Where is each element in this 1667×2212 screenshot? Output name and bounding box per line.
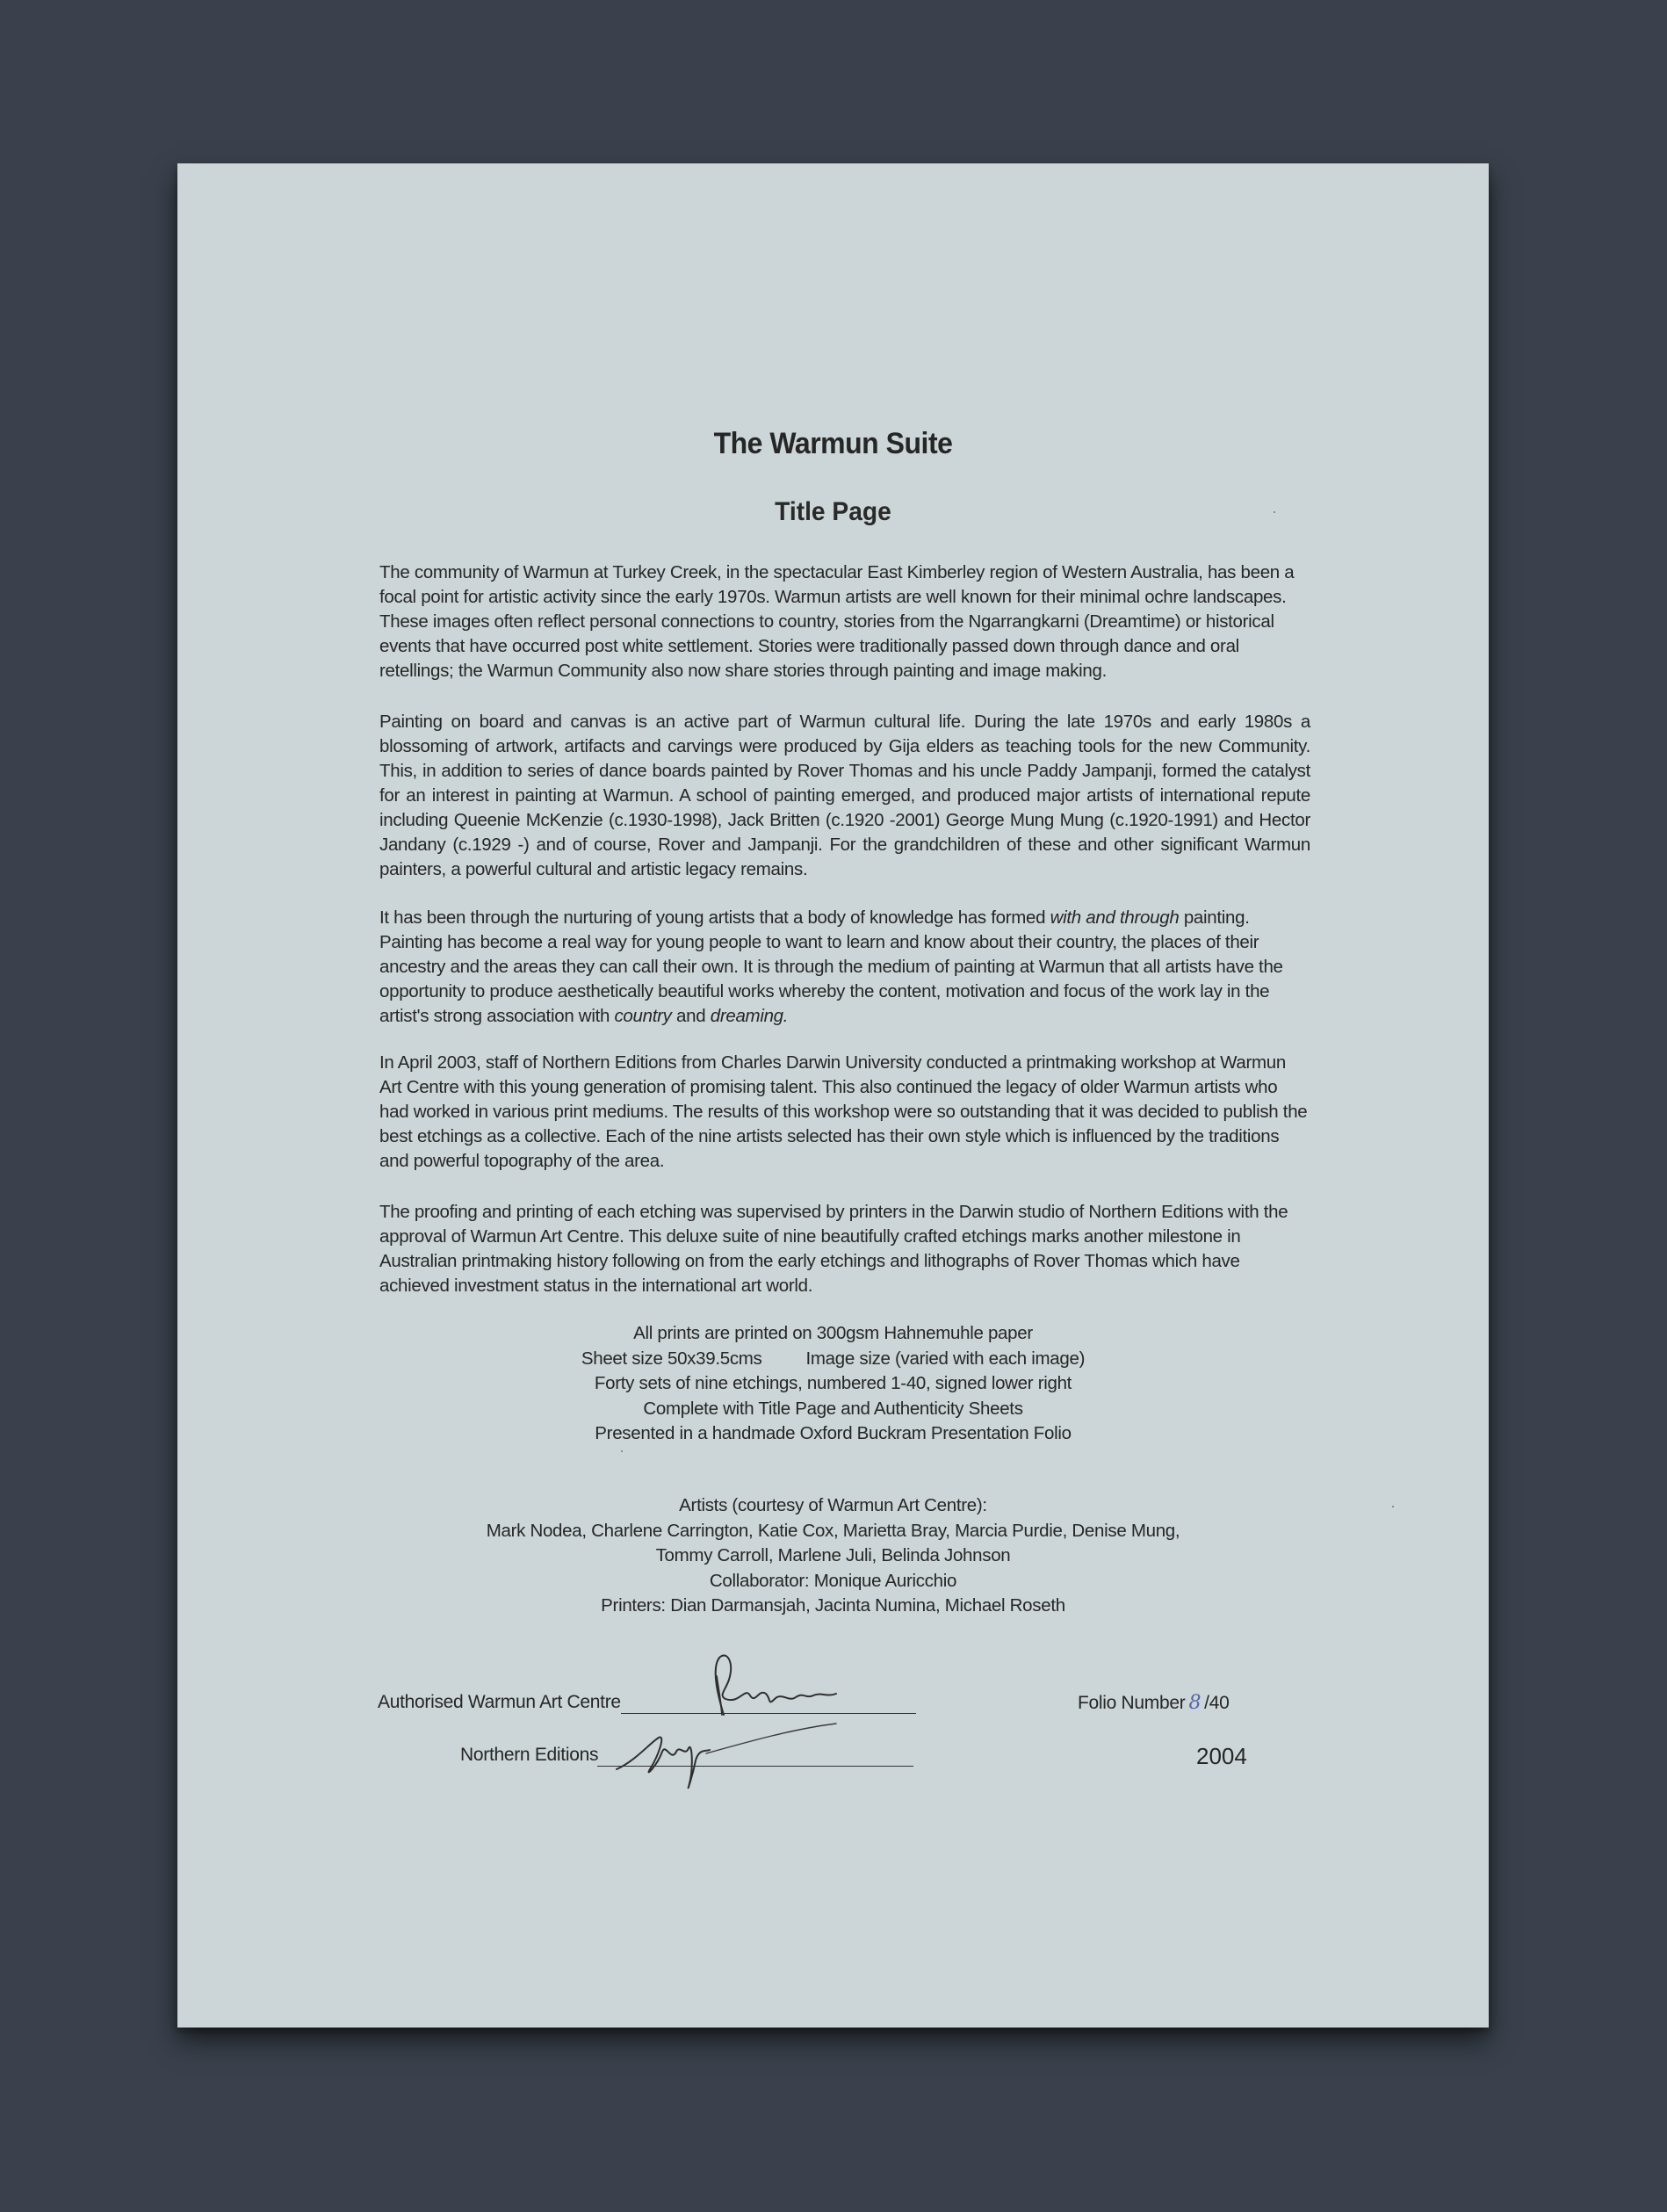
folio-number-handwritten: 8 [1188,1692,1202,1714]
emphasis-text: country [614,1006,672,1026]
northern-signature-line [597,1766,913,1767]
edition-year: 2004 [1196,1743,1247,1769]
printers-credit: Printers: Dian Darmansjah, Jacinta Numina, Michael Roseth [601,1595,1065,1616]
print-specifications [177,1321,1489,1447]
document-title: The Warmun Suite [713,427,953,460]
emphasis-text: with and through [1050,907,1180,928]
title-page-sheet [177,163,1489,2028]
paragraph-community: The community of Warmun at Turkey Creek, in the spectacular East Kimberley region of Western Australia, has been a focal point for artistic activity since the early 1970s. Warmun artists are well known for their minimal ochre landscapes. These images often reflect personal connections to country, stories from the Ngarrangkarni (Dreamtime) or historical events that have occurred post white settlement. Stories were traditionally passed down through dance and oral retellings; the Warmun Community also now share stories through painting and image making. [379,562,1295,681]
northern-editions-signature [610,1717,873,1792]
folio-number-field [1078,1692,1229,1714]
spec-folio: Presented in a handmade Oxford Buckram Presentation Folio [595,1423,1072,1443]
collaborator-credit: Collaborator: Monique Auricchio [709,1570,957,1591]
warmun-signature-label: Authorised Warmun Art Centre [378,1692,621,1712]
paragraph-text: and [671,1006,711,1026]
artists-heading: Artists (courtesy of Warmun Art Centre): [679,1495,987,1515]
spec-sets: Forty sets of nine etchings, numbered 1-40, signed lower right [594,1373,1072,1393]
warmun-signature-line [621,1713,916,1714]
emphasis-text: dreaming. [710,1006,789,1026]
spec-image-size: Image size (varied with each image) [805,1348,1086,1369]
northern-signature-label: Northern Editions [460,1745,599,1765]
spec-complete: Complete with Title Page and Authenticity Sheets [643,1398,1023,1419]
paragraph-workshop: In April 2003, staff of Northern Editions from Charles Darwin University conducted a printmaking workshop at Warmun Art Centre with this young generation of promising talent. This also continued the legacy of older Warmun artists who had worked in various print mediums. The results of this workshop were so outstanding that it was decided to publish the best etchings as a collective. Each of the nine artists selected has their own style which is influenced by the traditions and powerful topography of the area. [379,1052,1308,1171]
paragraph-young-artists [379,906,1310,1029]
paragraph-printing: The proofing and printing of each etching was supervised by printers in the Darwin studio of Northern Editions with the approval of Warmun Art Centre. This deluxe suite of nine beautifully crafted etchings marks another milestone in Australian printmaking history following on from the early etchings and lithographs of Rover Thomas which have achieved investment status in the international art world. [379,1202,1288,1296]
folio-total: /40 [1204,1693,1230,1713]
folio-number-label: Folio Number [1078,1693,1186,1713]
paragraph-text: painting. Painting has become a real way for young people to want to learn and know about their country, the places of their ancestry and the areas they can call their own. It is through the medium of painting at Warmun that all artists have the opportunity to produce aesthetically beautiful works whereby the content, motivation and focus of the work lay in the artist's strong association with [379,907,1283,1026]
spec-sheet-size: Sheet size 50x39.5cms [581,1348,762,1369]
artists-list-line-2: Tommy Carroll, Marlene Juli, Belinda Johnson [655,1545,1011,1565]
warmun-signature [704,1650,862,1722]
paragraph-painting-history: Painting on board and canvas is an active part of Warmun cultural life. During the late 1970s and early 1980s a blossoming of artwork, artifacts and carvings were produced by Gija elders as teaching tools for the new Community. This, in addition to series of dance boards painted by Rover Thomas and his uncle Paddy Jampanji, formed the catalyst for an interest in painting at Warmun. A school of painting emerged, and produced major artists of international repute including Queenie McKenzie (c.1930-1998), Jack Britten (c.1920 -2001) George Mung Mung (c.1920-1991) and Hector Jandany (c.1929 -) and of course, Rover and Jampanji. For the grandchildren of these and other significant Warmun painters, a powerful cultural and artistic legacy remains. [379,712,1310,879]
spec-paper: All prints are printed on 300gsm Hahnemuhle paper [633,1323,1033,1343]
document-subtitle: Title Page [775,497,891,526]
paragraph-text: It has been through the nurturing of young artists that a body of knowledge has formed [379,907,1050,928]
paper-speck [621,1450,623,1452]
credits-block [177,1493,1489,1619]
artists-list-line-1: Mark Nodea, Charlene Carrington, Katie Cox, Marietta Bray, Marcia Purdie, Denise Mung, [486,1520,1180,1541]
spec-sizes [177,1347,1489,1372]
